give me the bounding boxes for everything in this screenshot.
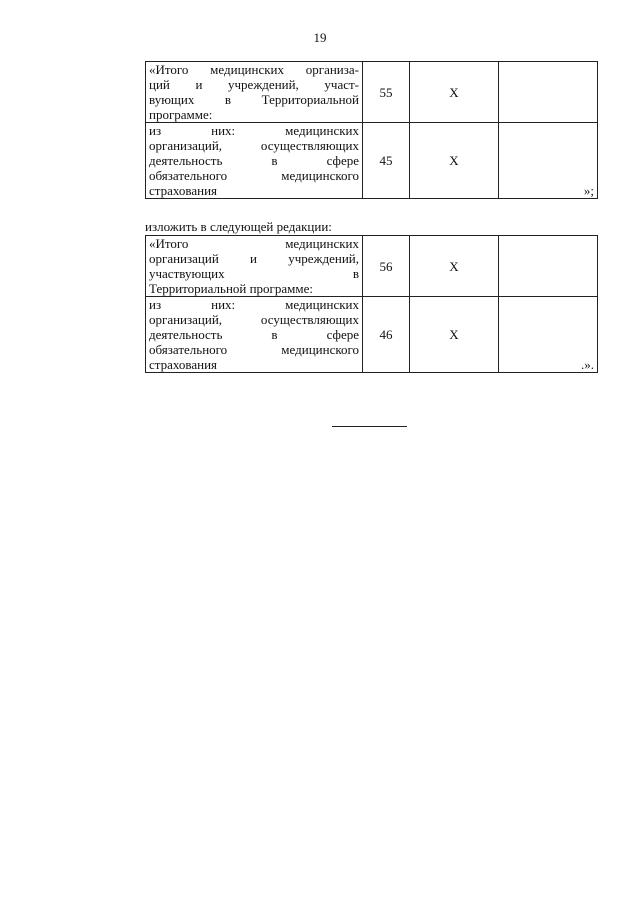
row-mark-cell: X <box>410 297 499 373</box>
text-line: программе: <box>149 107 213 122</box>
text-line: Территориальной программе: <box>149 281 313 296</box>
text-line: ций и учреждений, участ- <box>149 77 359 92</box>
old-table <box>145 61 598 199</box>
text-line: организаций, осуществляющих <box>149 312 359 327</box>
page-number: 19 <box>313 30 327 45</box>
text-line: «Итого медицинских <box>149 236 359 251</box>
text-line: деятельность в сфере <box>149 327 359 342</box>
row-mark-cell: X <box>410 62 499 123</box>
row-number-cell: 46 <box>363 297 410 373</box>
amendment-instruction: изложить в следующей редакции: <box>145 219 332 234</box>
text-line: деятельность в сфере <box>149 153 359 168</box>
row-end-cell <box>499 236 598 297</box>
text-line: из них: медицинских <box>149 297 359 312</box>
row-mark-cell: X <box>410 236 499 297</box>
row-number-cell: 56 <box>363 236 410 297</box>
table-row <box>146 123 598 199</box>
text-line: вующих в Территориальной <box>149 92 359 107</box>
table-row <box>146 297 598 373</box>
row-end-cell: .». <box>499 297 598 373</box>
text-line: участвующих в <box>149 266 359 281</box>
text-line: страхования <box>149 357 218 372</box>
row-end-cell <box>499 62 598 123</box>
text-line: из них: медицинских <box>149 123 359 138</box>
text-line: страхования <box>149 183 218 198</box>
row-name-cell <box>146 236 363 297</box>
text-line: организаций, осуществляющих <box>149 138 359 153</box>
row-number-cell: 45 <box>363 123 410 199</box>
row-name-cell <box>146 297 363 373</box>
row-mark-cell: X <box>410 123 499 199</box>
table-row <box>146 62 598 123</box>
table-row <box>146 236 598 297</box>
row-name-cell <box>146 62 363 123</box>
closing-rule <box>332 426 407 427</box>
new-table <box>145 235 598 373</box>
row-number-cell: 55 <box>363 62 410 123</box>
text-line: «Итого медицинских организа- <box>149 62 359 77</box>
text-line: организаций и учреждений, <box>149 251 359 266</box>
text-line: обязательного медицинского <box>149 168 359 183</box>
text-line: обязательного медицинского <box>149 342 359 357</box>
row-name-cell <box>146 123 363 199</box>
row-end-cell: »; <box>499 123 598 199</box>
